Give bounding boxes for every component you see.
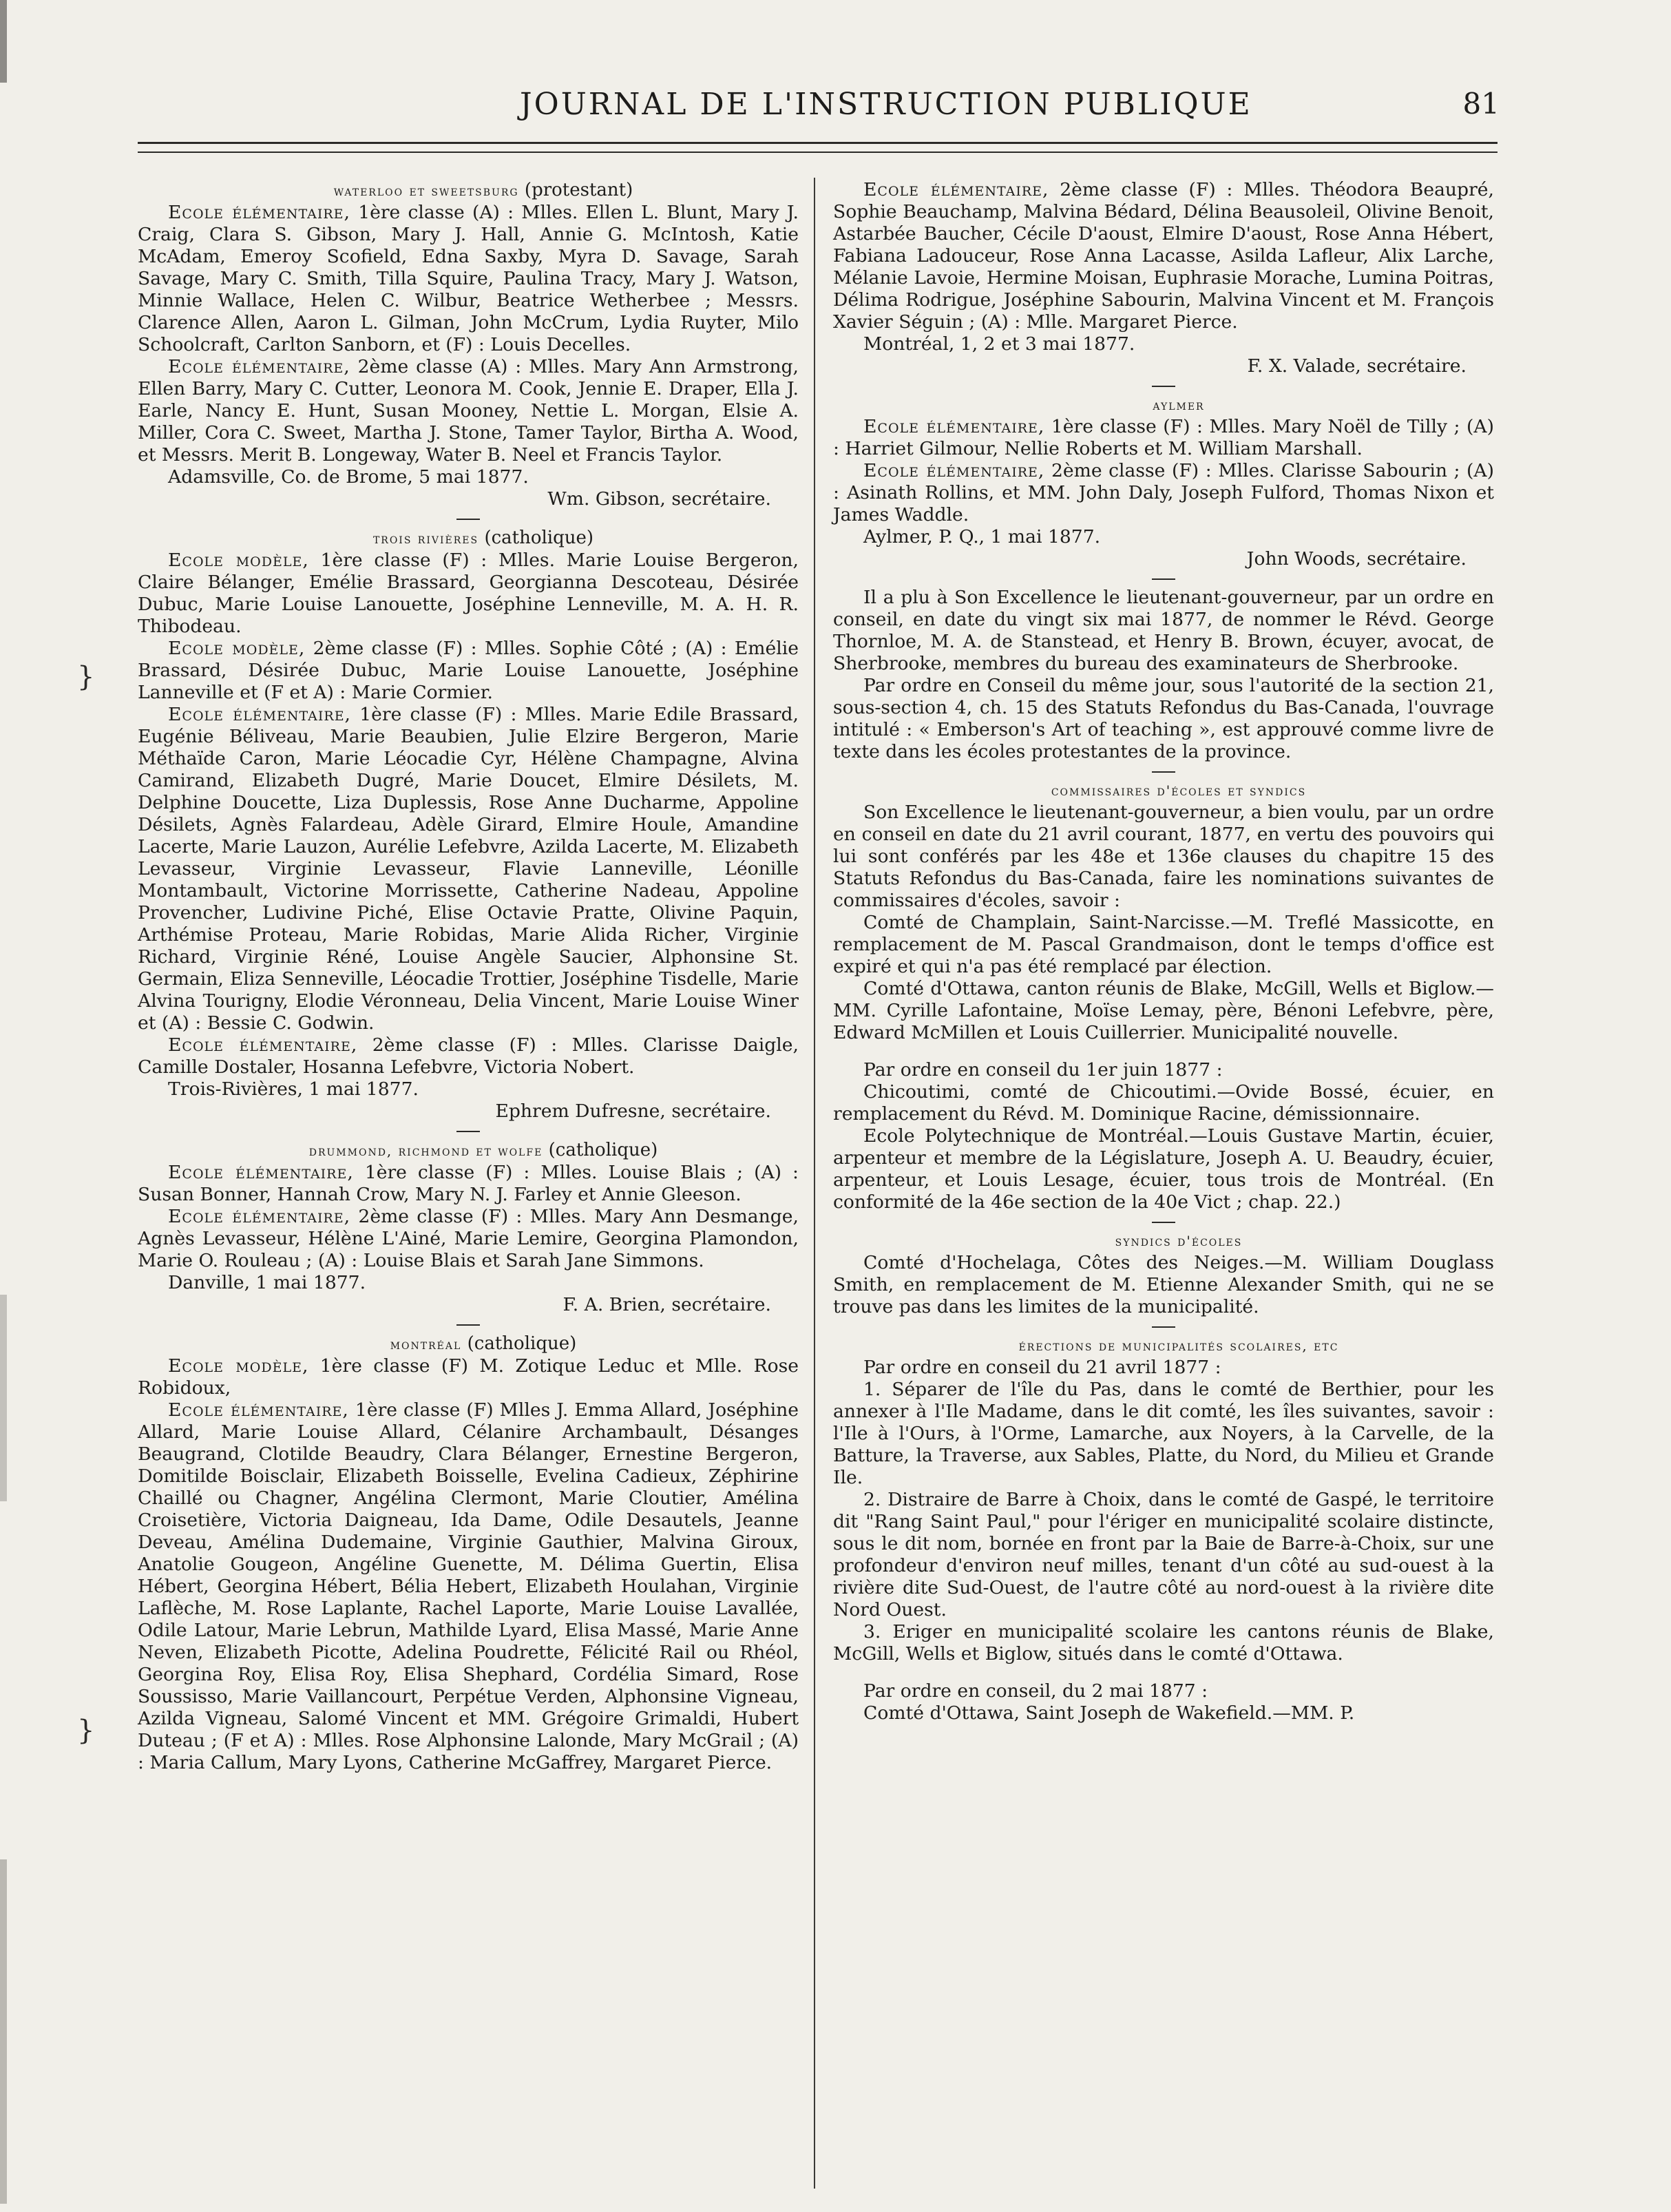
section-separator [1152,1222,1175,1223]
section-separator [1152,578,1175,580]
section-separator [1152,1326,1175,1328]
right-column [833,179,1494,1724]
dateline: Montréal, 1, 2 et 3 mai 1877. [863,333,1135,355]
paragraph: Comté d'Ottawa, Saint Joseph de Wakefield.—MM. P. [863,1702,1355,1724]
paragraph: 1. Séparer de l'île du Pas, dans le comté de Berthier, pour les annexer à l'Ile Madame, dans le dit comté, les îles suivantes, savoir : l'Ile à l'Ours, à l'Orme, Lamarche, aux Noyers, à la Carvelle, de la Batture, la Traverse, aux Sables, Platte, du Nord, du Milieu et Grande Ile. [833,1379,1494,1488]
section-heading-erections: érections de municipalités scolaires, etc [1018,1337,1339,1354]
paragraph: Comté d'Hochelaga, Côtes des Neiges.—M. William Douglass Smith, en remplacement de M. Etienne Alexander Smith, qui ne se trouve pas dans les limites de la municipalité. [833,1252,1494,1317]
paragraph: Chicoutimi, comté de Chicoutimi.—Ovide Bossé, écuier, en remplacement du Révd. M. Dominique Racine, démissionnaire. [833,1081,1494,1125]
paragraph: Ecole élémentaire, 2ème classe (F) : Mlles. Clarisse Sabourin ; (A) : Asinath Rollins, et MM. John Daly, Joseph Fulford, Thomas Nixon et James Waddle. [833,460,1494,525]
margin-brace-mark: } [77,661,95,693]
spacer [833,1044,1494,1059]
dateline: Adamsville, Co. de Brome, 5 mai 1877. [168,466,529,488]
paragraph: 3. Eriger en municipalité scolaire les cantons réunis de Blake, McGill, Wells et Biglow, situés dans le comté d'Ottawa. [833,1621,1494,1665]
scan-edge-mark [0,0,7,83]
header-rule-double [138,152,1497,153]
paragraph: Par ordre en conseil du 21 avril 1877 : [863,1357,1221,1378]
section-separator [456,1324,480,1326]
section-heading-waterloo: waterloo et sweetsburg (protestant) [333,180,633,200]
paragraph: 2. Distraire de Barre à Choix, dans le comté de Gaspé, le territoire dit "Rang Saint Paul," pour l'ériger en municipalité scolaire distincte, sous le dit nom, bornée en front par la Baie de Barre-à-Choix, sur une profondeur d'environ neuf milles, tenant d'un côté au sud-ouest à la rivière dite Sud-Ouest, de l'autre côté au nord-ouest à la rivière dite Nord Ouest. [833,1489,1494,1620]
signature: Ephrem Dufresne, secrétaire. [495,1100,771,1122]
dateline: Trois-Rivières, 1 mai 1877. [168,1078,419,1100]
paragraph: Ecole élémentaire, 2ème classe (A) : Mlles. Mary Ann Armstrong, Ellen Barry, Mary C. Cutter, Leonora M. Cook, Jennie E. Draper, Ella J. Earle, Nancy E. Hunt, Susan Mooney, Nettie L. Morgan, Elsie A. Miller, Cora C. Sweet, Martha J. Stone, Tamer Taylor, Birtha A. Wood, et Messrs. Merit B. Longeway, Water B. Neel et Francis Taylor. [138,356,799,466]
section-heading-aylmer: aylmer [1153,397,1205,413]
paragraph: Ecole élémentaire, 1ère classe (F) : Mlles. Louise Blais ; (A) : Susan Bonner, Hannah Crow, Mary N. J. Farley et Annie Gleeson. [138,1162,799,1205]
section-heading-commissaires: commissaires d'écoles et syndics [1051,782,1307,799]
paragraph: Comté de Champlain, Saint-Narcisse.—M. Treflé Massicotte, en remplacement de M. Pascal Grandmaison, dont le temps d'office est expiré et qui n'a pas été remplacé par élection. [833,912,1494,977]
paragraph: Son Excellence le lieutenant-gouverneur, a bien voulu, par un ordre en conseil en date du 21 avril courant, 1877, en vertu des pouvoirs qui lui sont conférés par les 48e et 136e clauses du chapitre 15 des Statuts Refondus du Bas-Canada, faire les nominations suivantes de commissaires d'écoles, savoir : [833,802,1494,911]
spacer [833,1665,1494,1680]
running-header [138,80,1508,128]
section-separator [456,519,480,520]
column-divider [814,178,815,2189]
paragraph: Ecole Polytechnique de Montréal.—Louis Gustave Martin, écuier, arpenteur et membre de la Législature, Joseph A. U. Beaudry, écuier, arpenteur, et Louis Lesage, écuier, tous trois de Montréal. (En conformité de la 46e section de la 40e Vict ; chap. 22.) [833,1125,1494,1213]
section-heading-montreal: montréal (catholique) [390,1333,577,1354]
journal-title: JOURNAL DE L'INSTRUCTION PUBLIQUE [520,87,1252,122]
paragraph: Ecole modèle, 1ère classe (F) M. Zotique Leduc et Mlle. Rose Robidoux, [138,1355,799,1399]
paragraph: Par ordre en conseil, du 2 mai 1877 : [863,1680,1208,1702]
paragraph: Ecole modèle, 2ème classe (F) : Mlles. Sophie Côté ; (A) : Emélie Brassard, Désirée Dubuc, Marie Louise Lanouette, Joséphine Lanneville et (F et A) : Marie Cormier. [138,638,799,703]
section-heading-drummond: drummond, richmond et wolfe (catholique) [308,1140,658,1160]
dateline: Danville, 1 mai 1877. [168,1272,366,1293]
scan-edge-mark [0,1859,7,2204]
left-column [138,179,799,1774]
scan-edge-mark [0,1295,7,1501]
dateline: Aylmer, P. Q., 1 mai 1877. [863,526,1101,547]
section-heading-trois-rivieres: trois rivières (catholique) [372,528,594,548]
paragraph: Comté d'Ottawa, canton réunis de Blake, McGill, Wells et Biglow.—MM. Cyrille Lafontaine, Moïse Lemay, père, Bénoni Lefebvre, père, Edward McMillen et Louis Cuillerrier. Municipalité nouvelle. [833,978,1494,1043]
section-heading-syndics: syndics d'écoles [1115,1233,1243,1249]
page-number: 81 [1462,87,1500,121]
paragraph: Par ordre en conseil du 1er juin 1877 : [863,1059,1223,1081]
signature: John Woods, secrétaire. [1246,548,1467,570]
section-separator [1152,771,1175,773]
header-rule [138,142,1497,144]
signature: F. X. Valade, secrétaire. [1247,355,1467,377]
paragraph: Ecole élémentaire, 2ème classe (F) : Mlles. Mary Ann Desmange, Agnès Levasseur, Hélène L'Ainé, Marie Lemire, Georgina Plamondon, Marie O. Rouleau ; (A) : Louise Blais et Sarah Jane Simmons. [138,1206,799,1271]
paragraph: Ecole élémentaire, 2ème classe (F) : Mlles. Clarisse Daigle, Camille Dostaler, Hosanna Lefebvre, Victoria Nobert. [138,1034,799,1078]
paragraph: Ecole élémentaire, 1ère classe (F) : Mlles. Marie Edile Brassard, Eugénie Béliveau, Marie Beaubien, Julie Elzire Bergeron, Marie Méthaïde Caron, Marie Léocadie Cyr, Hélène Champagne, Alvina Camirand, Elizabeth Dugré, Marie Doucet, Elmire Désilets, M. Delphine Doucette, Liza Duplessis, Rose Anne Ducharme, Appoline Désilets, Agnès Falardeau, Adèle Girard, Elmire Houle, Amandine Lacerte, Marie Lauzon, Aurélie Lefebvre, Azilda Lacerte, M. Elizabeth Levasseur, Virginie Levasseur, Flavie Lanneville, Léonille Montambault, Victorine Morrissette, Catherine Nadeau, Appoline Provencher, Ludivine Piché, Elise Octavie Pratte, Olivine Paquin, Arthémise Proteau, Marie Robidas, Marie Alida Richer, Virginie Richard, Virginie Réné, Louise Angèle Saucier, Alphonsine St. Germain, Eliza Senneville, Léocadie Trottier, Joséphine Tisdelle, Marie Alvina Tourigny, Elodie Véronneau, Delia Vincent, Marie Louise Winer et (A) : Bessie C. Godwin. [138,704,799,1034]
signature: F. A. Brien, secrétaire. [563,1294,771,1315]
paragraph: Ecole élémentaire, 1ère classe (A) : Mlles. Ellen L. Blunt, Mary J. Craig, Clara S. Gibson, Mary J. Hall, Annie G. McIntosh, Katie McAdam, Emeroy Scofield, Edna Saxby, Myra D. Savage, Sarah Savage, Mary C. Smith, Tilla Squire, Paulina Tracy, Mary J. Watson, Minnie Wallace, Helen C. Wilbur, Beatrice Wetherbee ; Messrs. Clarence Allen, Aaron L. Gilman, John McCrum, Lydia Ruyter, Milo Schoolcraft, Carlton Sanborn, et (F) : Louis Decelles. [138,202,799,355]
section-separator [1152,386,1175,387]
section-separator [456,1131,480,1132]
paragraph: Ecole élémentaire, 2ème classe (F) : Mlles. Théodora Beaupré, Sophie Beauchamp, Malvina Bédard, Délina Beausoleil, Olivine Benoit, Astarbée Baucher, Cécile D'aoust, Elmire D'aoust, Rose Anna Hébert, Fabiana Ladouceur, Rose Anna Lacasse, Asilda Lafleur, Alix Larche, Mélanie Lavoie, Hermine Moisan, Euphrasie Morache, Lumina Poitras, Délima Rodrigue, Joséphine Sabourin, Malvina Vincent et M. François Xavier Séguin ; (A) : Mlle. Margaret Pierce. [833,179,1494,333]
paragraph: Ecole élémentaire, 1ère classe (F) Mlles J. Emma Allard, Joséphine Allard, Marie Louise Allard, Célanire Archambault, Désanges Beaugrand, Clotilde Beaudry, Clara Bélanger, Ernestine Bergeron, Domitilde Boisclair, Elizabeth Boisselle, Evelina Cadieux, Zéphirine Chaillé ou Chagner, Angélina Clermont, Marie Cloutier, Amélina Croisetière, Victoria Daigneau, Ida Dame, Odile Desautels, Jeanne Deveau, Amélina Dudemaine, Virginie Gauthier, Malvina Giroux, Anatolie Gougeon, Angéline Guenette, M. Délima Guertin, Elisa Hébert, Georgina Hébert, Bélia Hebert, Elizabeth Houlahan, Virginie Laflèche, M. Rose Laplante, Rachel Laporte, Marie Louise Lavallée, Odile Latour, Marie Lebrun, Mathilde Lyard, Elisa Massé, Marie Anne Neven, Elizabeth Picotte, Adelina Poudrette, Félicité Rail ou Rhéol, Georgina Roy, Elisa Roy, Elisa Shephard, Cordélia Simard, Rose Soussisso, Marie Vaillancourt, Perpétue Verden, Alphonsine Vigneau, Azilda Vigneau, Salomé Vincent et MM. Grégoire Grimaldi, Hubert Duteau ; (F et A) : Mlles. Rose Alphonsine Lalonde, Mary McGrail ; (A) : Maria Callum, Mary Lyons, Catherine McGaffrey, Margaret Pierce. [138,1399,799,1773]
paragraph: Par ordre en Conseil du même jour, sous l'autorité de la section 21, sous-section 4, ch. 15 des Statuts Refondus du Bas-Canada, l'ouvrage intitulé : « Emberson's Art of teaching », est approuvé comme livre de texte dans les écoles protestantes de la province. [833,675,1494,762]
paragraph: Ecole modèle, 1ère classe (F) : Mlles. Marie Louise Bergeron, Claire Bélanger, Emélie Brassard, Georgianna Descoteau, Désirée Dubuc, Marie Louise Lanouette, Joséphine Lenneville, M. A. H. R. Thibodeau. [138,550,799,637]
margin-brace-mark: } [77,1715,95,1746]
signature: Wm. Gibson, secrétaire. [547,488,771,510]
paragraph: Ecole élémentaire, 1ère classe (F) : Mlles. Mary Noël de Tilly ; (A) : Harriet Gilmour, Nellie Roberts et M. William Marshall. [833,416,1494,459]
paragraph: Il a plu à Son Excellence le lieutenant-gouverneur, par un ordre en conseil, en date du vingt six mai 1877, de nommer le Révd. George Thornloe, M. A. de Stanstead, et Henry B. Brown, écuyer, avocat, de Sherbrooke, membres du bureau des examinateurs de Sherbrooke. [833,587,1494,674]
